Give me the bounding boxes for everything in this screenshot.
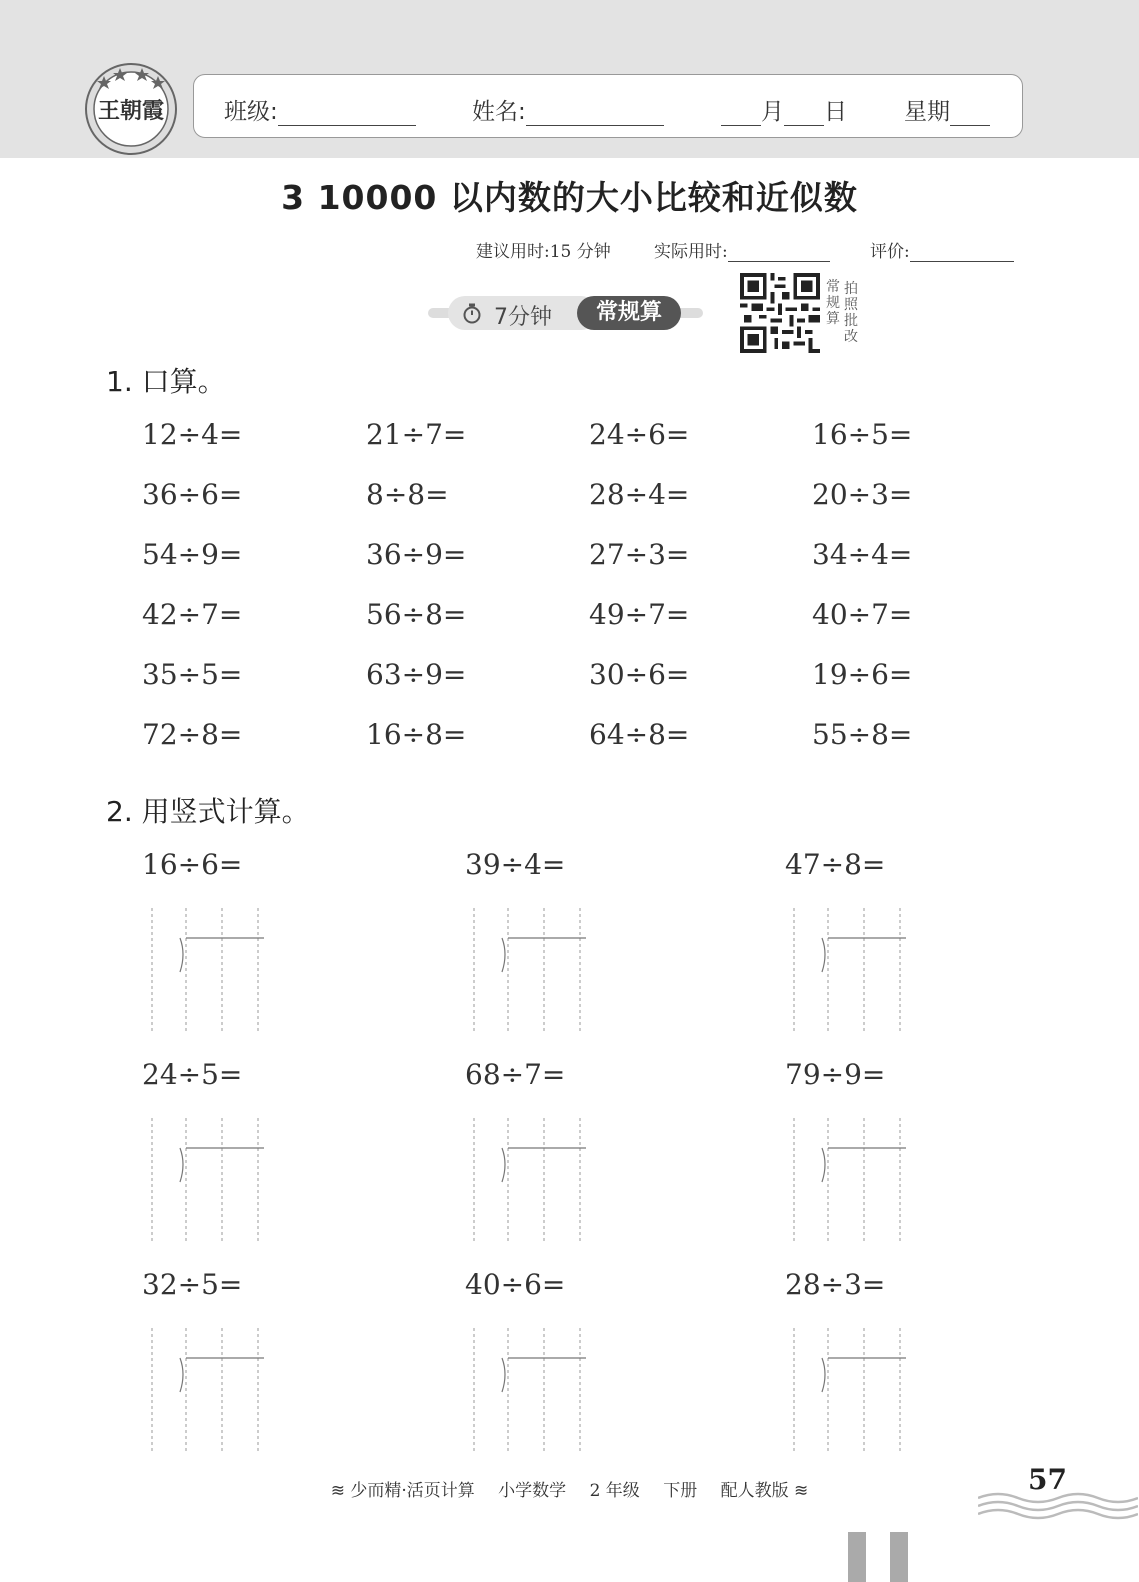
oral-expr: 42÷7= (142, 598, 243, 631)
binding-tab (890, 1532, 908, 1582)
vertical-expr: 28÷3= (785, 1268, 886, 1301)
page-title: 3 10000 以内数的大小比较和近似数 (281, 178, 858, 217)
page-number: 57 (1028, 1463, 1067, 1496)
division-work-grid[interactable] (790, 1328, 910, 1454)
actual-time-blank[interactable] (728, 243, 830, 262)
badge-minutes: 7分钟 (494, 305, 552, 330)
oral-expr: 16÷8= (366, 718, 467, 751)
vertical-expr: 32÷5= (142, 1268, 243, 1301)
division-work-grid[interactable] (148, 1328, 268, 1454)
oral-expr: 16÷5= (812, 418, 913, 451)
class-field[interactable] (224, 93, 416, 126)
oral-expr: 30÷6= (589, 658, 690, 691)
rating-blank[interactable] (910, 243, 1014, 262)
binding-tab (848, 1532, 866, 1582)
oral-expr: 36÷6= (142, 478, 243, 511)
month-label: 月 (761, 99, 784, 125)
rating-field[interactable] (870, 237, 1014, 262)
qr-code-icon[interactable] (740, 273, 820, 353)
section2-heading: 2. 用竖式计算。 (106, 795, 310, 828)
division-work-grid[interactable] (790, 908, 910, 1034)
day-label: 日 (824, 99, 847, 125)
badge-category: 常规算 (577, 296, 681, 330)
oral-expr: 12÷4= (142, 418, 243, 451)
logo-seal-icon (84, 62, 178, 156)
rating-label: 评价: (870, 242, 910, 262)
footer-volume: 下册 (663, 1481, 698, 1501)
vertical-expr: 47÷8= (785, 848, 886, 881)
day-blank[interactable] (784, 101, 824, 126)
actual-time-label: 实际用时: (654, 242, 728, 262)
suggested-time: 建议用时:15 分钟 (476, 242, 611, 262)
oral-expr: 35÷5= (142, 658, 243, 691)
oral-expr: 72÷8= (142, 718, 243, 751)
oral-expr: 54÷9= (142, 538, 243, 571)
student-info-box (193, 74, 1023, 138)
vertical-expr: 24÷5= (142, 1058, 243, 1091)
footer-subject: 小学数学 (498, 1481, 567, 1501)
oral-expr: 20÷3= (812, 478, 913, 511)
qr-caption-left: 常规算 (826, 279, 840, 327)
logo-text: 王朝霞 (97, 98, 165, 124)
oral-expr: 8÷8= (366, 478, 449, 511)
section1-heading: 1. 口算。 (106, 365, 226, 398)
month-blank[interactable] (721, 101, 761, 126)
oral-expr: 56÷8= (366, 598, 467, 631)
division-work-grid[interactable] (148, 1118, 268, 1244)
weekday-field[interactable] (904, 93, 990, 126)
class-label: 班级: (224, 99, 278, 125)
vertical-expr: 40÷6= (465, 1268, 566, 1301)
footer-series: ≋ 少而精·活页计算 (330, 1481, 475, 1501)
oral-expr: 34÷4= (812, 538, 913, 571)
weekday-label: 星期 (904, 99, 950, 125)
oral-expr: 40÷7= (812, 598, 913, 631)
oral-expr: 24÷6= (589, 418, 690, 451)
oral-expr: 21÷7= (366, 418, 467, 451)
oral-expr: 27÷3= (589, 538, 690, 571)
class-blank[interactable] (278, 101, 416, 126)
oral-expr: 49÷7= (589, 598, 690, 631)
oral-expr: 19÷6= (812, 658, 913, 691)
vertical-expr: 39÷4= (465, 848, 566, 881)
footer-edition: 配人教版 ≋ (720, 1481, 809, 1501)
division-work-grid[interactable] (470, 1118, 590, 1244)
name-field[interactable] (472, 93, 664, 126)
name-label: 姓名: (472, 99, 526, 125)
date-field[interactable] (721, 93, 847, 126)
vertical-expr: 68÷7= (465, 1058, 566, 1091)
stopwatch-icon (461, 302, 483, 324)
division-work-grid[interactable] (148, 908, 268, 1034)
vertical-expr: 16÷6= (142, 848, 243, 881)
footer-series-info (0, 1476, 1139, 1501)
division-work-grid[interactable] (470, 1328, 590, 1454)
oral-expr: 28÷4= (589, 478, 690, 511)
oral-expr: 36÷9= (366, 538, 467, 571)
actual-time-field[interactable] (654, 237, 830, 262)
qr-caption-right: 拍照批改 (844, 281, 858, 345)
weekday-blank[interactable] (950, 101, 990, 126)
oral-expr: 55÷8= (812, 718, 913, 751)
division-work-grid[interactable] (790, 1118, 910, 1244)
vertical-expr: 79÷9= (785, 1058, 886, 1091)
footer-grade: 2 年级 (589, 1481, 640, 1501)
division-work-grid[interactable] (470, 908, 590, 1034)
name-blank[interactable] (526, 101, 664, 126)
oral-expr: 63÷9= (366, 658, 467, 691)
oral-expr: 64÷8= (589, 718, 690, 751)
